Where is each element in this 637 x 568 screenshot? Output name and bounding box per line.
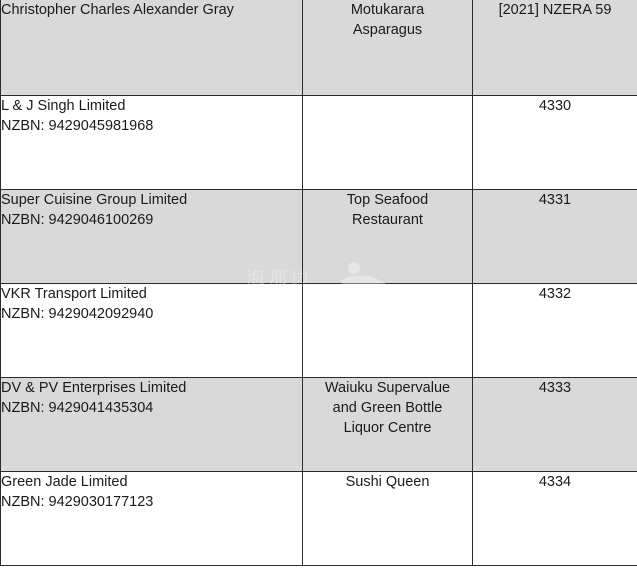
employer-name-cell — [1, 0, 303, 96]
employer-name-cell — [1, 378, 303, 472]
table-row — [1, 190, 637, 284]
case-number-cell: 4334 — [473, 472, 637, 566]
trading-name-cell: Waiuku Supervalue and Green Bottle Liquor Centre — [303, 378, 473, 472]
trading-name-cell: Motukarara Asparagus — [303, 0, 473, 96]
employer-name-cell — [1, 472, 303, 566]
employer-name: L & J Singh Limited — [1, 98, 126, 114]
table-row — [1, 378, 637, 472]
table-row — [1, 0, 637, 96]
table-row — [1, 96, 637, 190]
watermark-text: 海那边 — [246, 268, 313, 290]
trading-name-cell: Top Seafood Restaurant — [303, 190, 473, 284]
employer-nzbn: NZBN: 9429046100269 — [1, 212, 154, 228]
employer-nzbn: NZBN: 9429042092940 — [1, 306, 154, 322]
employer-name: DV & PV Enterprises Limited — [1, 380, 187, 396]
case-number-cell: 4333 — [473, 378, 637, 472]
employer-name-cell — [1, 96, 303, 190]
employer-name: Green Jade Limited — [1, 474, 128, 490]
case-number-cell: [2021] NZERA 59 — [473, 0, 637, 96]
employer-name: Christopher Charles Alexander Gray — [1, 2, 234, 18]
case-number-cell: 4330 — [473, 96, 637, 190]
employer-name-cell — [1, 190, 303, 284]
table-row — [1, 472, 637, 566]
employer-name: VKR Transport Limited — [1, 286, 147, 302]
case-number-cell: 4331 — [473, 190, 637, 284]
employer-nzbn: NZBN: 9429041435304 — [1, 400, 154, 416]
employer-name: Super Cuisine Group Limited — [1, 192, 188, 208]
trading-name-cell — [303, 284, 473, 378]
case-number-cell: 4332 — [473, 284, 637, 378]
employer-name-cell — [1, 284, 303, 378]
employer-nzbn: NZBN: 9429045981968 — [1, 118, 154, 134]
table-row — [1, 284, 637, 378]
watermark-subtext: Hinabian — [246, 288, 299, 299]
employer-nzbn: NZBN: 9429030177123 — [1, 494, 154, 510]
trading-name-cell: Sushi Queen — [303, 472, 473, 566]
trading-name-cell — [303, 96, 473, 190]
